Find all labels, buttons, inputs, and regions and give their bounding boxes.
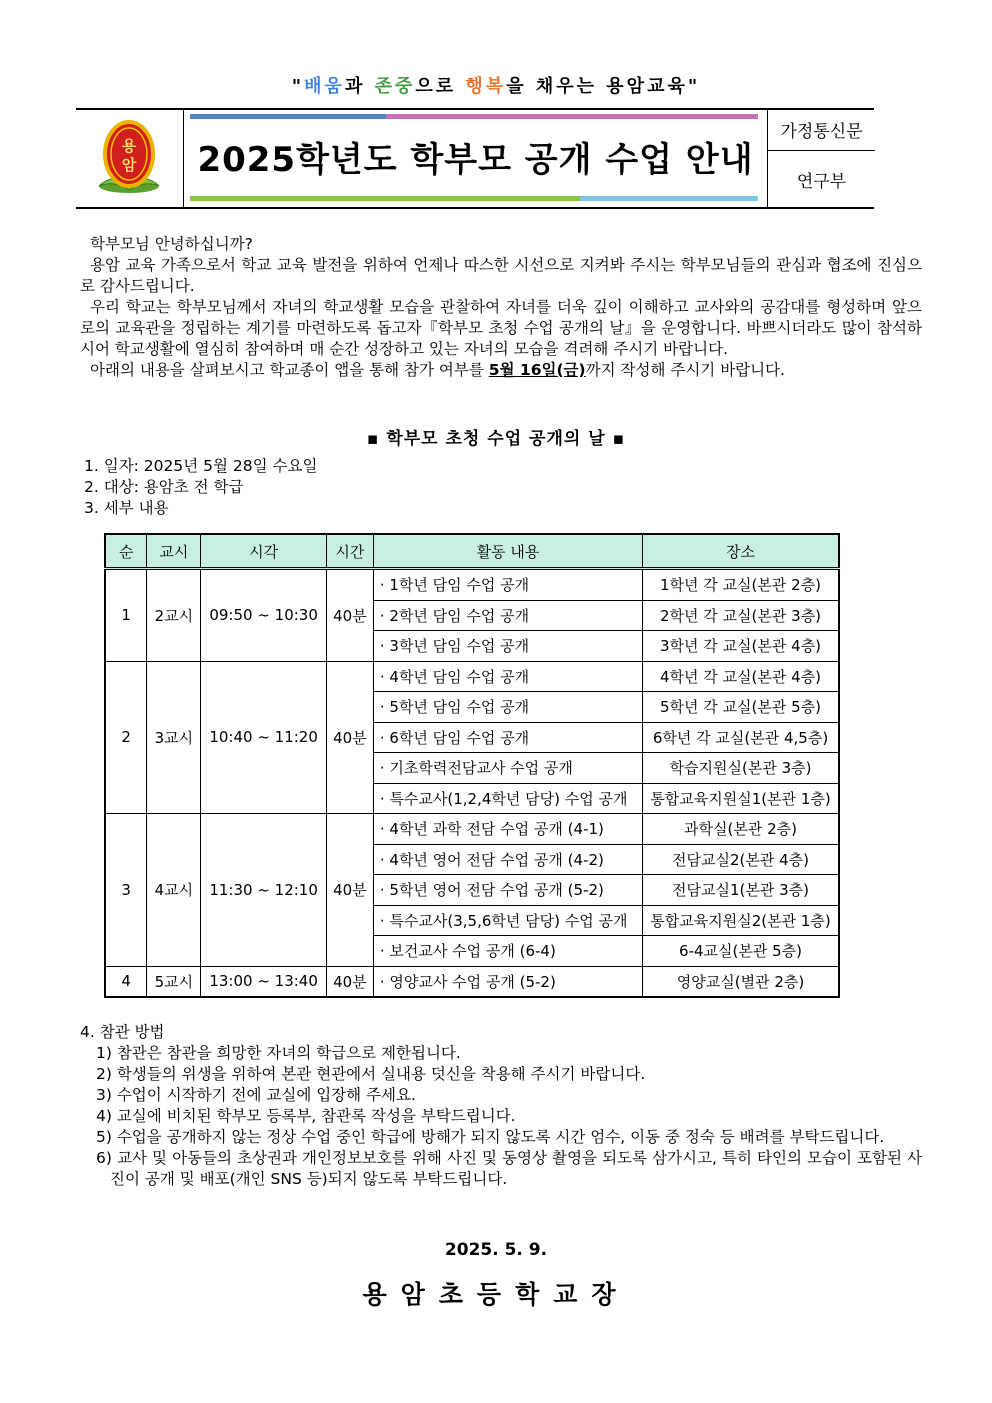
cell-activity: · 6학년 담임 수업 공개 bbox=[373, 722, 642, 753]
method-item-5: 5) 수업을 공개하지 않는 정상 수업 중인 학급에 방해가 되지 않도록 시간 엄수, 이동 중 정숙 등 배려를 부탁드립니다. bbox=[96, 1128, 885, 1146]
intro-paragraph-1: 용암 교육 가족으로서 학교 교육 발전을 위하여 언제나 따스한 시선으로 지켜봐 주시는 학부모님들의 관심과 협조에 진심으로 감사드립니다. bbox=[80, 256, 922, 295]
cell-activity: · 1학년 담임 수업 공개 bbox=[373, 569, 642, 601]
school-logo-icon bbox=[76, 108, 183, 208]
cell-period: 2교시 bbox=[147, 569, 201, 662]
cell-time: 09:50 ~ 10:30 bbox=[201, 569, 327, 662]
method-item-1: 1) 참관은 참관을 희망한 자녀의 학급으로 제한됩니다. bbox=[96, 1044, 461, 1062]
cell-place: 영양교실(별관 2층) bbox=[643, 966, 839, 997]
header-activity: 활동 내용 bbox=[373, 534, 642, 569]
cell-activity: · 4학년 담임 수업 공개 bbox=[373, 661, 642, 692]
cell-time: 11:30 ~ 12:10 bbox=[201, 814, 327, 967]
cell-period: 3교시 bbox=[147, 661, 201, 814]
cell-duration: 40분 bbox=[326, 569, 373, 662]
info-details: 3. 세부 내용 bbox=[84, 499, 169, 517]
cell-no: 4 bbox=[105, 966, 147, 997]
header-duration: 시간 bbox=[326, 534, 373, 569]
cell-place: 통합교육지원실2(본관 1층) bbox=[643, 905, 839, 936]
title-bar-cyan bbox=[580, 196, 758, 201]
cell-activity: · 2학년 담임 수업 공개 bbox=[373, 600, 642, 631]
cell-place: 1학년 각 교실(본관 2층) bbox=[643, 569, 839, 601]
table-row bbox=[105, 814, 839, 845]
cell-time: 13:00 ~ 13:40 bbox=[201, 966, 327, 997]
slogan-respect: 존중 bbox=[374, 76, 416, 97]
title-bar-blue bbox=[190, 114, 386, 119]
intro-paragraph-2: 우리 학교는 학부모님께서 자녀의 학교생활 모습을 관찰하여 자녀를 더욱 깊이 이해하고 교사와의 공감대를 형성하며 앞으로의 교육관을 정립하는 계기를 마련하도록 돕고자『학부모 초청 수업 공개의 날』을 운영합니다. 바쁘시더라도 많이 참석하시어 학교생활에 열심히 참여하며 매 순간 성장하고 있는 자녀의 모습을 격려해 주시기 바랍니다. bbox=[80, 298, 922, 358]
deadline: 5월 16일(금) bbox=[488, 361, 586, 379]
section-title: ▪ 학부모 초청 수업 공개의 날 ▪ bbox=[366, 429, 626, 449]
newsletter-label: 가정통신문 bbox=[768, 108, 875, 151]
intro-paragraph-3 bbox=[80, 360, 922, 381]
viewing-method bbox=[80, 1022, 922, 1190]
cell-no: 2 bbox=[105, 661, 147, 814]
cell-activity: · 보건교사 수업 공개 (6-4) bbox=[373, 936, 642, 967]
table-header-row bbox=[105, 534, 839, 569]
cell-place: 전담교실1(본관 3층) bbox=[643, 875, 839, 906]
cell-activity: · 5학년 영어 전담 수업 공개 (5-2) bbox=[373, 875, 642, 906]
cell-duration: 40분 bbox=[326, 661, 373, 814]
cell-place: 4학년 각 교실(본관 4층) bbox=[643, 661, 839, 692]
department-label: 연구부 bbox=[796, 172, 847, 192]
cell-activity: · 3학년 담임 수업 공개 bbox=[373, 631, 642, 662]
table-row bbox=[105, 569, 839, 601]
cell-place: 5학년 각 교실(본관 5층) bbox=[643, 692, 839, 723]
cell-place: 6-4교실(본관 5층) bbox=[643, 936, 839, 967]
cell-place: 과학실(본관 2층) bbox=[643, 814, 839, 845]
svg-text:용: 용 bbox=[121, 137, 137, 155]
slogan-quote-open: " bbox=[291, 76, 305, 97]
cell-place: 6학년 각 교실(본관 4,5층) bbox=[643, 722, 839, 753]
slogan bbox=[0, 72, 992, 98]
intro bbox=[80, 234, 922, 381]
method-item-6: 6) 교사 및 아동들의 초상권과 개인정보보호를 위해 사진 및 동영상 촬영을 되도록 삼가시고, 특히 타인의 모습이 포함된 사진이 공개 및 배포(개인 SNS 등)되지 않도록 부탁드립니다. bbox=[96, 1149, 922, 1188]
slogan-happiness: 행복 bbox=[465, 76, 507, 97]
slogan-text-6: 을 채우는 용암교육 bbox=[506, 76, 688, 97]
cell-duration: 40분 bbox=[326, 966, 373, 997]
cell-place: 통합교육지원실1(본관 1층) bbox=[643, 783, 839, 814]
cell-place: 전담교실2(본관 4층) bbox=[643, 844, 839, 875]
svg-text:암: 암 bbox=[121, 156, 137, 174]
greeting: 학부모님 안녕하십니까? bbox=[90, 235, 253, 253]
cell-activity: · 4학년 영어 전담 수업 공개 (4-2) bbox=[373, 844, 642, 875]
header-period: 교시 bbox=[147, 534, 201, 569]
slogan-quote-close: " bbox=[687, 76, 701, 97]
side-cell bbox=[767, 108, 875, 208]
cell-activity: · 특수교사(3,5,6학년 담당) 수업 공개 bbox=[373, 905, 642, 936]
slogan-text-2: 과 bbox=[344, 76, 375, 97]
cell-no: 3 bbox=[105, 814, 147, 967]
schedule-table bbox=[104, 533, 840, 998]
method-item-3: 3) 수업이 시작하기 전에 교실에 입장해 주세요. bbox=[96, 1086, 416, 1104]
header-time: 시각 bbox=[201, 534, 327, 569]
principal-signature: 용암초등학교장 bbox=[362, 1280, 630, 1309]
header-no: 순 bbox=[105, 534, 147, 569]
cell-place: 2학년 각 교실(본관 3층) bbox=[643, 600, 839, 631]
slogan-text-4: 으로 bbox=[415, 76, 466, 97]
title-cell bbox=[184, 108, 767, 208]
title-bar-pink bbox=[386, 114, 758, 119]
table-row bbox=[105, 661, 839, 692]
info-list bbox=[84, 456, 317, 519]
info-target: 2. 대상: 용암초 전 학급 bbox=[84, 478, 244, 496]
intro-paragraph-3-after: 까지 작성해 주시기 바랍니다. bbox=[585, 361, 786, 379]
cell-period: 4교시 bbox=[147, 814, 201, 967]
info-date: 1. 일자: 2025년 5월 28일 수요일 bbox=[84, 457, 318, 475]
header-place: 장소 bbox=[643, 534, 839, 569]
method-item-2: 2) 학생들의 위생을 위하여 본관 현관에서 실내용 덧신을 착용해 주시기 바랍니다. bbox=[96, 1065, 646, 1083]
header-box bbox=[76, 108, 874, 208]
cell-duration: 40분 bbox=[326, 814, 373, 967]
logo-cell bbox=[76, 108, 184, 208]
cell-activity: · 영양교사 수업 공개 (5-2) bbox=[373, 966, 642, 997]
method-title: 4. 참관 방법 bbox=[80, 1023, 165, 1041]
cell-no: 1 bbox=[105, 569, 147, 662]
page-title: 2025학년도 학부모 공개 수업 안내 bbox=[197, 140, 754, 180]
title-bar-green bbox=[190, 196, 580, 201]
cell-activity: · 특수교사(1,2,4학년 담당) 수업 공개 bbox=[373, 783, 642, 814]
table-row bbox=[105, 966, 839, 997]
cell-time: 10:40 ~ 11:20 bbox=[201, 661, 327, 814]
method-item-4: 4) 교실에 비치된 학부모 등록부, 참관록 작성을 부탁드립니다. bbox=[96, 1107, 516, 1125]
issue-date: 2025. 5. 9. bbox=[444, 1240, 548, 1260]
cell-period: 5교시 bbox=[147, 966, 201, 997]
cell-place: 3학년 각 교실(본관 4층) bbox=[643, 631, 839, 662]
cell-activity: · 5학년 담임 수업 공개 bbox=[373, 692, 642, 723]
cell-activity: · 4학년 과학 전담 수업 공개 (4-1) bbox=[373, 814, 642, 845]
intro-paragraph-3-before: 아래의 내용을 살펴보시고 학교종이 앱을 통해 참가 여부를 bbox=[90, 361, 489, 379]
slogan-learning: 배움 bbox=[304, 76, 345, 97]
cell-place: 학습지원실(본관 3층) bbox=[643, 753, 839, 784]
cell-activity: · 기초학력전담교사 수업 공개 bbox=[373, 753, 642, 784]
